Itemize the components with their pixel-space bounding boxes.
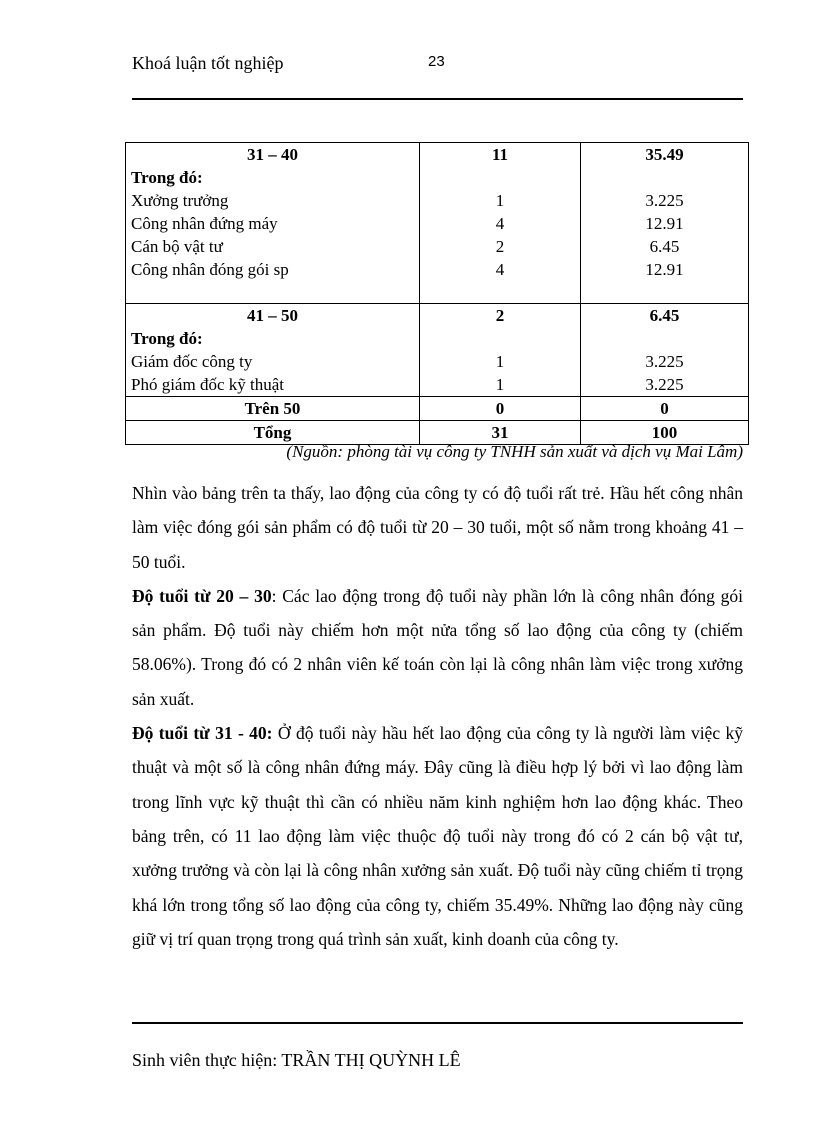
cell-percent: 12.91 — [581, 258, 749, 281]
cell-label: Trong đó: — [126, 327, 420, 350]
paragraph-age-20-30 — [132, 579, 743, 716]
cell-percent: 100 — [581, 421, 749, 445]
page-number: 23 — [428, 53, 445, 70]
cell-percent: 6.45 — [581, 304, 749, 328]
cell-count: 11 — [420, 143, 581, 167]
paragraph-lead: Độ tuổi từ 20 – 30 — [132, 585, 272, 606]
cell-percent — [581, 281, 749, 304]
cell-label: 31 – 40 — [126, 143, 420, 167]
cell-count — [420, 166, 581, 189]
table-row — [126, 212, 749, 235]
cell-percent: 3.225 — [581, 189, 749, 212]
cell-percent — [581, 327, 749, 350]
paragraph-text: Nhìn vào bảng trên ta thấy, lao động của công ty có độ tuổi rất trẻ. Hầu hết công nhân làm việc đóng gói sản phẩm có độ tuổi từ 20 – 30 tuổi, một số nằm trong khoảng 41 – 50 tuổi. — [132, 483, 743, 572]
header-divider — [132, 98, 743, 100]
cell-percent: 3.225 — [581, 373, 749, 397]
paragraph-lead: Độ tuổi từ 31 - 40: — [132, 723, 273, 744]
cell-label: Công nhân đứng máy — [126, 212, 420, 235]
cell-label: Giám đốc công ty — [126, 350, 420, 373]
cell-label: 41 – 50 — [126, 304, 420, 328]
table-row — [126, 166, 749, 189]
table-row — [126, 258, 749, 281]
cell-label: Phó giám đốc kỹ thuật — [126, 373, 420, 397]
table-row — [126, 373, 749, 397]
cell-count: 4 — [420, 258, 581, 281]
age-distribution-table — [125, 142, 749, 445]
cell-percent: 35.49 — [581, 143, 749, 167]
footer-divider — [132, 1022, 743, 1024]
cell-label: Cán bộ vật tư — [126, 235, 420, 258]
table-row — [126, 189, 749, 212]
cell-count — [420, 327, 581, 350]
paragraph-text: : Các lao động trong độ tuổi này phần lớn là công nhân đóng gói sản phẩm. Độ tuổi này chiếm hơn một nửa tổng số lao động của công ty (chiếm 58.06%). Trong đó có 2 nhân viên kế toán còn lại là công nhân làm việc trong xưởng sản xuất. — [132, 585, 743, 709]
paragraph-text: Ở độ tuổi này hầu hết lao động của công ty là người làm việc kỹ thuật và một số là công nhân đứng máy. Đây cũng là điều hợp lý bởi vì lao động làm trong lĩnh vực kỹ thuật thì cần có nhiều năm kinh nghiệm hơn lao động khác. Theo bảng trên, có 11 lao động làm việc thuộc độ tuổi này trong đó có 2 cán bộ vật tư, xưởng trưởng và còn lại là công nhân xưởng sản xuất. Độ tuổi này cũng chiếm tỉ trọng khá lớn trong tổng số lao động của công ty, chiếm 35.49%. Những lao động này cũng giữ vị trí quan trọng trong quá trình sản xuất, kinh doanh của công ty. — [132, 723, 743, 949]
cell-percent: 12.91 — [581, 212, 749, 235]
paragraph-intro — [132, 476, 743, 579]
table-row — [126, 143, 749, 167]
cell-percent: 0 — [581, 397, 749, 421]
cell-count — [420, 281, 581, 304]
table-spacer-row — [126, 281, 749, 304]
cell-count: 1 — [420, 189, 581, 212]
cell-percent: 3.225 — [581, 350, 749, 373]
table-row — [126, 397, 749, 421]
cell-label: Tổng — [126, 421, 420, 445]
cell-count: 2 — [420, 304, 581, 328]
cell-count: 0 — [420, 397, 581, 421]
table-row — [126, 235, 749, 258]
cell-count: 2 — [420, 235, 581, 258]
cell-percent: 6.45 — [581, 235, 749, 258]
table-row — [126, 350, 749, 373]
cell-percent — [581, 166, 749, 189]
footer-author: Sinh viên thực hiện: TRẦN THỊ QUỲNH LÊ — [132, 1050, 461, 1070]
cell-count: 1 — [420, 373, 581, 397]
cell-label: Trên 50 — [126, 397, 420, 421]
cell-label — [126, 281, 420, 304]
body-text — [132, 476, 743, 956]
page-header-title: Khoá luận tốt nghiệp — [132, 53, 284, 73]
table-row — [126, 327, 749, 350]
table-row — [126, 421, 749, 445]
cell-label: Xưởng trưởng — [126, 189, 420, 212]
paragraph-age-31-40 — [132, 716, 743, 956]
source-note: (Nguồn: phòng tài vụ công ty TNHH sản xuất và dịch vụ Mai Lâm) — [286, 442, 743, 461]
table-row — [126, 304, 749, 328]
cell-count: 31 — [420, 421, 581, 445]
cell-count: 1 — [420, 350, 581, 373]
cell-count: 4 — [420, 212, 581, 235]
cell-label: Công nhân đóng gói sp — [126, 258, 420, 281]
cell-label: Trong đó: — [126, 166, 420, 189]
